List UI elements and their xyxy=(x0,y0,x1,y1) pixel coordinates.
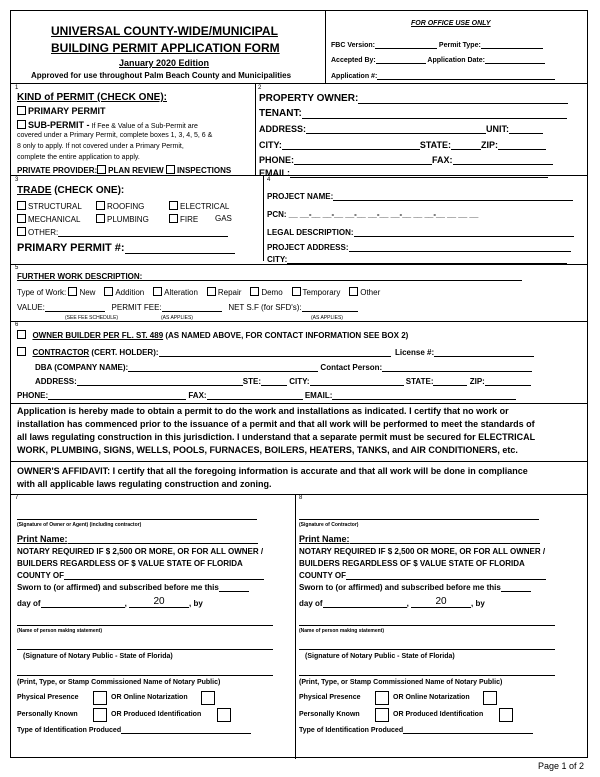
roofing-checkbox[interactable] xyxy=(96,201,105,210)
legal-description-label: LEGAL DESCRIPTION: xyxy=(267,228,354,237)
box5-number: 5 xyxy=(15,265,19,271)
contractor-phone-row xyxy=(17,391,516,400)
fire-checkbox[interactable] xyxy=(169,214,178,223)
accepted-by-row xyxy=(331,57,545,64)
contractor-signature-label: (Signature of Contractor) xyxy=(299,522,359,528)
owner-address-label: ADDRESS: xyxy=(259,124,307,134)
form-title-line1: UNIVERSAL COUNTY-WIDE/MUNICIPAL xyxy=(51,24,278,38)
box4-number: 4 xyxy=(267,177,271,183)
dba-label: DBA (COMPANY NAME): xyxy=(35,363,129,372)
electrical-option xyxy=(169,201,229,211)
fbc-version-row xyxy=(331,42,543,49)
contractor-zip-label: ZIP: xyxy=(469,377,485,386)
other-trade-checkbox[interactable] xyxy=(17,227,26,236)
permit-type-field[interactable] xyxy=(481,48,543,49)
application-date-field[interactable] xyxy=(485,63,545,64)
type-of-work-label: Type of Work: xyxy=(17,288,67,297)
license-field[interactable] xyxy=(434,356,534,357)
owner-email-label: EMAIL: xyxy=(259,168,290,178)
contractor-notary-signature-label: (Signature of Notary Public - State of Florida) xyxy=(305,653,455,660)
owner-notary-signature-label: (Signature of Notary Public - State of Florida) xyxy=(23,653,173,660)
project-name-field[interactable] xyxy=(333,200,573,201)
as-applies-note2: (AS APPLIES) xyxy=(311,315,343,321)
contractor-print-name-row xyxy=(299,534,540,544)
pcn-row xyxy=(267,210,478,219)
contractor-online-label: OR Online Notarization xyxy=(393,694,470,701)
owner-email-row xyxy=(259,168,548,178)
contractor-day-row: day of , 20 , by xyxy=(299,596,485,608)
contractor-day-field[interactable] xyxy=(323,607,407,608)
permit-fee-field[interactable] xyxy=(162,311,222,312)
permit-fee-label: PERMIT FEE: xyxy=(111,303,162,312)
addition-checkbox[interactable] xyxy=(104,287,113,296)
contractor-notary-line2: BUILDERS REGARDLESS OF $ VALUE STATE OF FLORIDA xyxy=(299,559,525,568)
primary-permit-no-row xyxy=(17,242,235,254)
property-owner-row xyxy=(259,93,568,104)
owner-id-type-row xyxy=(17,727,251,734)
contractor-ste-field[interactable] xyxy=(261,385,287,386)
project-address-row xyxy=(267,243,571,252)
sub-permit-note: If Fee & Value of a Sub-Permit are xyxy=(89,123,198,130)
addition-label: Addition xyxy=(115,288,145,297)
form-title-line2: BUILDING PERMIT APPLICATION FORM xyxy=(51,41,280,55)
owner-county-row xyxy=(17,571,264,580)
dba-field[interactable] xyxy=(128,371,318,372)
owner-notary-signature-line[interactable] xyxy=(17,649,273,650)
as-applies-note1: (AS APPLIES) xyxy=(161,315,193,321)
contractor-year-field[interactable]: 20 xyxy=(411,596,471,608)
contractor-sworn-row xyxy=(299,583,531,592)
primary-permit-checkbox[interactable] xyxy=(17,106,26,115)
primary-permit-no-label: PRIMARY PERMIT #: xyxy=(17,242,125,254)
project-name-row xyxy=(267,192,573,201)
project-name-label: PROJECT NAME: xyxy=(267,192,334,201)
owner-city-field[interactable] xyxy=(282,149,420,150)
contractor-city-label: CITY: xyxy=(289,377,310,386)
contractor-physical-box[interactable] xyxy=(375,691,389,705)
contractor-county-field[interactable] xyxy=(346,579,546,580)
contractor-county-label: COUNTY OF xyxy=(299,571,346,580)
contractor-signature-line[interactable] xyxy=(299,519,539,520)
contractor-online-box[interactable] xyxy=(483,691,497,705)
property-owner-label: PROPERTY OWNER: xyxy=(259,93,359,104)
accepted-by-label: Accepted By: xyxy=(331,57,376,64)
inspections-label: INSPECTIONS xyxy=(176,166,232,175)
contractor-statement-name-label: (Name of person making statement) xyxy=(299,628,385,634)
structural-label: STRUCTURAL xyxy=(28,202,82,211)
contractor-city-field[interactable] xyxy=(310,385,404,386)
owner-produced-label: OR Produced Identification xyxy=(111,711,202,718)
temporary-label: Temporary xyxy=(302,288,341,297)
owner-phone-row xyxy=(259,155,553,165)
approved-note: Approved for use throughout Palm Beach County and Municipalities xyxy=(31,71,292,80)
contractor-ste-label: STE: xyxy=(242,377,262,386)
contractor-id-type-row xyxy=(299,727,533,734)
other-trade-option xyxy=(17,227,228,237)
legal-description-field[interactable] xyxy=(354,236,574,237)
plumbing-label: PLUMBING xyxy=(107,215,149,224)
license-label: License #: xyxy=(394,348,435,357)
box2-number: 2 xyxy=(258,85,262,91)
repair-label: Repair xyxy=(217,288,242,297)
other-work-checkbox[interactable] xyxy=(349,287,358,296)
contractor-state-field[interactable] xyxy=(433,385,467,386)
demo-checkbox[interactable] xyxy=(250,287,259,296)
owner-zip-field[interactable] xyxy=(498,149,546,150)
contractor-sworn-field[interactable] xyxy=(501,591,531,592)
other-trade-field[interactable] xyxy=(58,236,228,237)
owner-sworn-label: Sworn to (or affirmed) and subscribed before me this xyxy=(17,583,219,592)
trade-heading xyxy=(17,185,124,196)
owner-builder-checkbox[interactable] xyxy=(17,330,26,339)
owner-zip-label: ZIP: xyxy=(481,140,499,150)
contractor-email-field[interactable] xyxy=(332,399,516,400)
contractor-by-label: , by xyxy=(471,599,485,608)
owner-county-field[interactable] xyxy=(64,579,264,580)
owner-notary-line1: NOTARY REQUIRED IF $ 2,500 OR MORE, OR FOR ALL OWNER / xyxy=(17,547,264,556)
pcn-label: PCN: xyxy=(267,210,287,219)
kind-of-permit: KIND of PERMIT (CHECK ONE): xyxy=(17,92,167,103)
contractor-print-name-field[interactable] xyxy=(350,543,540,544)
plumbing-option xyxy=(96,214,149,224)
owner-print-name-label: Print Name: xyxy=(17,534,68,544)
contractor-row xyxy=(17,347,534,357)
owner-state-field[interactable] xyxy=(451,149,481,150)
owner-print-name-row xyxy=(17,534,258,544)
owner-day-row: day of , 20 , by xyxy=(17,596,203,608)
owner-notary-name-line[interactable] xyxy=(17,675,273,676)
primary-permit-label: PRIMARY PERMIT xyxy=(28,106,106,116)
sub-note-line4: complete the entire application to apply. xyxy=(17,154,140,161)
contractor-zip-field[interactable] xyxy=(485,385,531,386)
application-no-row xyxy=(331,73,555,80)
contractor-fax-label: FAX: xyxy=(188,391,207,400)
affidavit-line2: with all applicable laws regulating construction and zoning. xyxy=(17,479,272,489)
pcn-field[interactable]: __ __-__ __-__ __-__ __-__ __-__ __ __-__ __ __ __ xyxy=(288,210,479,219)
owner-physical-label: Physical Presence xyxy=(17,694,79,701)
other-work-label: Other xyxy=(360,288,381,297)
trade-check-label: (CHECK ONE): xyxy=(51,185,125,196)
statement-line1: Application is hereby made to obtain a permit to do the work and installations as indicated. I certify that no work or xyxy=(17,406,509,416)
unit-field[interactable] xyxy=(509,133,543,134)
contractor-print-name-label: Print Name: xyxy=(299,534,350,544)
new-label: New xyxy=(79,288,96,297)
contractor-produced-box[interactable] xyxy=(499,708,513,722)
contractor-sworn-label: Sworn to (or affirmed) and subscribed before me this xyxy=(299,583,501,592)
contractor-address-label: ADDRESS: xyxy=(35,377,77,386)
contact-field[interactable] xyxy=(382,371,532,372)
owner-phone-label: PHONE: xyxy=(259,155,295,165)
contractor-day-label: day of xyxy=(299,599,323,608)
contractor-statement-name-line[interactable] xyxy=(299,625,555,626)
plumbing-checkbox[interactable] xyxy=(96,214,105,223)
certification-statement xyxy=(17,405,583,457)
contractor-holder-label: (CERT. HOLDER): xyxy=(89,348,159,357)
contractor-personally-box[interactable] xyxy=(375,708,389,722)
sub-note-line3: 8 only to apply. If not covered under a Primary Permit, xyxy=(17,143,184,150)
contractor-checkbox[interactable] xyxy=(17,347,26,356)
mechanical-checkbox[interactable] xyxy=(17,214,26,223)
permit-form xyxy=(10,10,588,758)
roofing-label: ROOFING xyxy=(107,202,145,211)
repair-checkbox[interactable] xyxy=(207,287,216,296)
owner-sworn-field[interactable] xyxy=(219,591,249,592)
contractor-address-field[interactable] xyxy=(77,385,243,386)
project-address-field[interactable] xyxy=(349,251,571,252)
primary-permit-no-field[interactable] xyxy=(125,253,235,254)
tenant-row xyxy=(259,108,567,119)
application-no-field[interactable] xyxy=(377,79,555,80)
net-sf-field[interactable] xyxy=(302,311,358,312)
temporary-checkbox[interactable] xyxy=(292,287,301,296)
box3-number: 3 xyxy=(15,177,19,183)
owner-fax-field[interactable] xyxy=(453,164,553,165)
further-work-row xyxy=(17,272,522,281)
plan-review-label: PLAN REVIEW xyxy=(108,166,164,175)
mechanical-option xyxy=(17,214,80,224)
fire-option xyxy=(169,214,198,224)
contractor-id-type-label: Type of Identification Produced xyxy=(299,727,404,734)
further-work-field[interactable] xyxy=(142,280,522,281)
demo-label: Demo xyxy=(261,288,283,297)
owner-online-box[interactable] xyxy=(201,691,215,705)
owner-statement-name-label: (Name of person making statement) xyxy=(17,628,103,634)
contractor-produced-label: OR Produced Identification xyxy=(393,711,484,718)
sub-note-line2: covered under a Primary Permit, complete boxes 1, 3, 4, 5, 6 & xyxy=(17,132,213,139)
owner-builder-note: (AS NAMED ABOVE, FOR CONTACT INFORMATION SEE BOX 2) xyxy=(163,331,409,340)
gas-option xyxy=(215,214,232,223)
fire-label: FIRE xyxy=(180,215,199,224)
new-checkbox[interactable] xyxy=(68,287,77,296)
contractor-address-row xyxy=(35,377,531,386)
owner-year-field[interactable]: 20 xyxy=(129,596,189,608)
private-provider-label: PRIVATE PROVIDER: xyxy=(17,166,98,175)
mechanical-label: MECHANICAL xyxy=(28,215,81,224)
owner-print-name-field[interactable] xyxy=(68,543,258,544)
other-trade-label: OTHER: xyxy=(28,228,59,237)
owner-personally-label: Personally Known xyxy=(17,711,78,718)
contractor-label: CONTRACTOR xyxy=(32,348,90,357)
contact-label: Contact Person: xyxy=(320,363,383,372)
box7-number: 7 xyxy=(15,495,19,501)
owner-by-label: , by xyxy=(189,599,203,608)
fbc-version-label: FBC Version: xyxy=(331,42,375,49)
owner-signature-line[interactable] xyxy=(17,519,257,520)
further-work-label: FURTHER WORK DESCRIPTION: xyxy=(17,272,143,281)
value-label: VALUE: xyxy=(17,303,45,312)
project-city-row xyxy=(267,255,567,264)
owner-notary-name-label: (Print, Type, or Stamp Commissioned Name of Notary Public) xyxy=(17,679,221,686)
contractor-notary-signature-line[interactable] xyxy=(299,649,555,650)
private-provider-row xyxy=(17,165,231,175)
contractor-phone-field[interactable] xyxy=(48,399,186,400)
owner-state-label: STATE: xyxy=(419,140,452,150)
alteration-label: Alteration xyxy=(164,288,198,297)
owner-day-field[interactable] xyxy=(41,607,125,608)
property-owner-field[interactable] xyxy=(358,103,568,104)
dba-row xyxy=(35,363,532,372)
value-field[interactable] xyxy=(45,311,105,312)
owner-signature-label: (Signature of Owner or Agent) (including contractor) xyxy=(17,522,142,528)
fbc-version-field[interactable] xyxy=(375,48,437,49)
contractor-personally-label: Personally Known xyxy=(299,711,360,718)
owner-statement-name-line[interactable] xyxy=(17,625,273,626)
owner-affidavit xyxy=(17,465,583,491)
owner-produced-box[interactable] xyxy=(217,708,231,722)
project-city-label: CITY: xyxy=(267,255,288,264)
contractor-phone-label: PHONE: xyxy=(17,391,49,400)
owner-online-label: OR Online Notarization xyxy=(111,694,188,701)
form-edition: January 2020 Edition xyxy=(119,58,210,68)
owner-builder-row xyxy=(17,330,408,340)
box1-number: 1 xyxy=(15,85,19,91)
sub-permit-label: SUB-PERMIT - xyxy=(28,120,90,130)
contractor-fax-field[interactable] xyxy=(207,399,303,400)
contractor-notary-line1: NOTARY REQUIRED IF $ 2,500 OR MORE, OR FOR ALL OWNER / xyxy=(299,547,546,556)
gas-label: GAS xyxy=(215,214,232,223)
inspections-checkbox[interactable] xyxy=(166,165,175,174)
contractor-field[interactable] xyxy=(159,356,391,357)
primary-permit-option[interactable] xyxy=(17,106,106,116)
alteration-checkbox[interactable] xyxy=(153,287,162,296)
owner-builder-label: OWNER BUILDER PER FL. ST. 489 xyxy=(32,331,164,340)
owner-fax-label: FAX: xyxy=(432,155,453,165)
owner-address-field[interactable] xyxy=(306,133,486,134)
owner-id-type-field[interactable] xyxy=(121,733,251,734)
owner-personally-box[interactable] xyxy=(93,708,107,722)
type-of-work-row xyxy=(17,287,380,297)
tenant-label: TENANT: xyxy=(259,108,302,119)
box6-number: 6 xyxy=(15,322,19,328)
application-date-label: Application Date: xyxy=(427,57,485,64)
owner-day-label: day of xyxy=(17,599,41,608)
owner-city-label: CITY: xyxy=(259,140,282,150)
electrical-checkbox[interactable] xyxy=(169,201,178,210)
application-no-label: Application #: xyxy=(331,73,378,80)
owner-physical-box[interactable] xyxy=(93,691,107,705)
accepted-by-field[interactable] xyxy=(376,63,426,64)
contractor-notary-name-label: (Print, Type, or Stamp Commissioned Name of Notary Public) xyxy=(299,679,503,686)
contractor-county-row xyxy=(299,571,546,580)
page-number: Page 1 of 2 xyxy=(537,761,584,771)
permit-type-label: Permit Type: xyxy=(438,42,481,49)
owner-phone-field[interactable] xyxy=(294,164,432,165)
owner-sworn-row xyxy=(17,583,249,592)
net-sf-label: NET S.F (for SFD's): xyxy=(228,303,302,312)
contractor-state-label: STATE: xyxy=(405,377,434,386)
contractor-email-label: EMAIL: xyxy=(304,391,333,400)
value-row xyxy=(17,303,358,312)
sub-permit-option[interactable] xyxy=(17,120,198,130)
structural-checkbox[interactable] xyxy=(17,201,26,210)
sub-permit-checkbox[interactable] xyxy=(17,120,26,129)
owner-id-type-label: Type of Identification Produced xyxy=(17,727,122,734)
owner-notary-line2: BUILDERS REGARDLESS OF $ VALUE STATE OF FLORIDA xyxy=(17,559,243,568)
tenant-field[interactable] xyxy=(302,118,567,119)
contractor-notary-name-line[interactable] xyxy=(299,675,555,676)
office-use-heading: FOR OFFICE USE ONLY xyxy=(411,20,491,27)
statement-line3: all laws regulating construction in this jurisdiction. I understand that a separate permit must be secured for ELECTRICAL xyxy=(17,432,536,442)
affidavit-line1: OWNER'S AFFIDAVIT: I certify that all the foregoing information is accurate and that all work will be done in compliance xyxy=(17,466,528,476)
owner-city-row xyxy=(259,140,546,150)
contractor-physical-label: Physical Presence xyxy=(299,694,361,701)
owner-address-row xyxy=(259,124,543,134)
box8-number: 8 xyxy=(299,495,303,501)
owner-email-field[interactable] xyxy=(290,177,548,178)
owner-county-label: COUNTY OF xyxy=(17,571,64,580)
legal-description-row xyxy=(267,228,574,237)
trade-label: TRADE xyxy=(17,185,52,196)
project-address-label: PROJECT ADDRESS: xyxy=(267,243,349,252)
statement-line2: installation has commenced prior to the issuance of a permit and that all work will be performed to meet the standards of xyxy=(17,419,535,429)
roofing-option xyxy=(96,201,144,211)
contractor-id-type-field[interactable] xyxy=(403,733,533,734)
unit-label: UNIT: xyxy=(486,124,510,134)
statement-line4: WORK, PLUMBING, SIGNS, WELLS, POOLS, FURNACES, BOILERS, HEATERS, TANKS, and AIR CONDITIONERS, etc. xyxy=(17,445,518,455)
electrical-label: ELECTRICAL xyxy=(180,202,230,211)
trade-row1 xyxy=(17,201,82,211)
see-fee-note: (SEE FEE SCHEDULE) xyxy=(65,315,119,321)
plan-review-checkbox[interactable] xyxy=(97,165,106,174)
